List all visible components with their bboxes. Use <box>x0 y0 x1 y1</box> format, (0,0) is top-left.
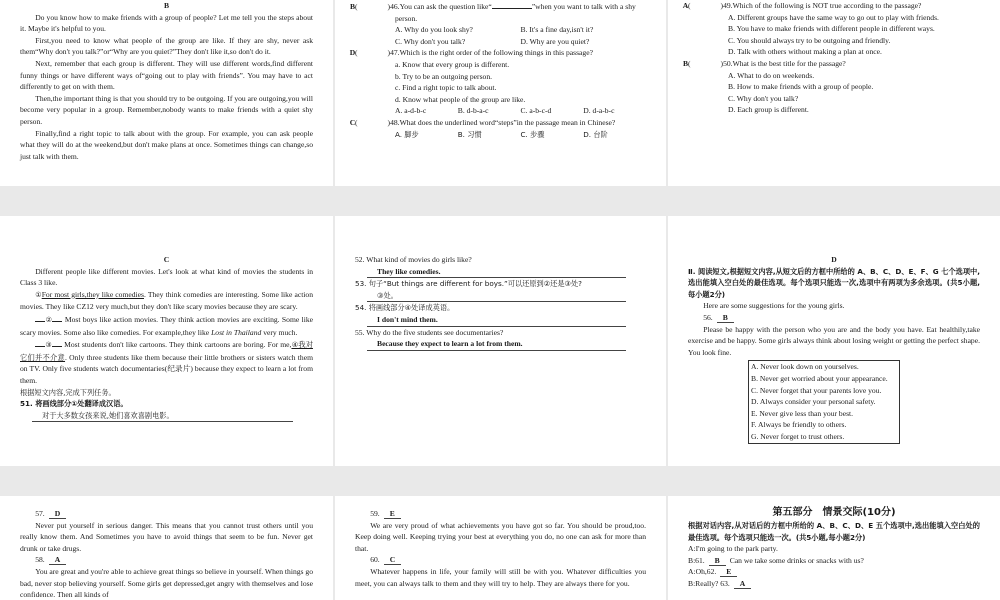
option-g: G. Never forget to trust others. <box>751 431 845 441</box>
options-46-row-2: C. Why don't you talk? D. Why are you quiet? <box>395 36 590 46</box>
questions-49-50-panel: (A )49.Which of the following is NOT true according to the passage? A. Different groups have the same way to go out to play with friends. B. You have to make friends with different people in different ways. C. You should always try to be outgoing and friendly. D. Talk with others without making a plan at once. (B )50.What is the best title for the passage? A. What to do on weekends. B. How to make friends with a group of people. C. Why don't you talk? D. Each group is different. <box>668 0 1000 186</box>
question-59: 59. E <box>355 508 646 520</box>
question-60: 60. C <box>355 554 646 566</box>
questions-52-55-panel <box>335 216 666 466</box>
option-d: D. Always consider your personal safety. <box>751 397 876 407</box>
passage-c-para-3: ③ Most students don't like cartoons. They think cartoons are boring. For me,④我对它们并不介意. Only three students like them because their little brothers or sisters watch them on TV. Only five students watch documentaries(纪录片) because they expect to learn a lot from them. <box>20 340 313 385</box>
passage-c-title: C <box>163 255 170 264</box>
question-57: 57. D <box>20 508 313 520</box>
passage-b-panel <box>0 0 333 186</box>
answer-61: B <box>709 556 726 566</box>
answer-58: A <box>49 555 66 565</box>
passage-d-instruction: Ⅱ. 阅读短文,根据短文内容,从短文后的方框中所给的 A、B、C、D、E、F、G 七个选项中,选出能填入空白处的最佳选项。每个选项只能选一次,选项中有两项为多余选项。(共5小题,每小题2分) <box>688 266 980 299</box>
answer-53: ③处。 <box>367 290 626 303</box>
answer-59: E <box>384 509 401 519</box>
answer-49: A <box>682 1 689 10</box>
section-five-instruction: 根据对话内容,从对话后的方框中所给的 A、B、C、D、E 五个选项中,选出能填入空白处的最佳选项。每个选项只能选一次。(共5小题,每小题2分) <box>688 521 980 542</box>
question-50: (B )50.What is the best title for the passage? <box>682 58 846 68</box>
passage-d-cont-1-panel <box>0 496 333 600</box>
dialogue-line-3: A:Oh,62. E <box>688 566 980 578</box>
passage-d-title: D <box>831 255 837 264</box>
answer-63: A <box>734 579 751 589</box>
passage-d-para-60: Whatever happens in life, your family will still be with you. Whatever difficulties you meet, you can always talk to them and they will try to help. They are always there for you. <box>355 566 646 588</box>
question-54: 54. 将画线部分④处译成英语。 <box>355 303 455 313</box>
blank-46 <box>492 0 532 9</box>
passage-b-para-3: Next, remember that each group is different. They will use different words,find different funny things or have different ways of“going out to play with friends”. You may have to act differently to get on with them. <box>20 58 313 92</box>
dialogue-line-2: B:61. B Can we take some drinks or snacks with us? <box>688 555 864 565</box>
passage-d-intro: Here are some suggestions for the young girls. <box>703 301 845 311</box>
passage-b-title: B <box>163 1 170 10</box>
option-c: C. Never forget that your parents love you. <box>751 385 882 395</box>
passage-c-para-1: ①For most girls,they like comedies. They think comedies are interesting. Some like action movies. They like CZ12 very much,but they don't like scary movies because they are scary. <box>20 289 314 312</box>
answer-47: D <box>349 48 356 58</box>
questions-46-48-panel: (B )46.You can ask the question like“ ”when you want to talk with a shy person. A. Why do you look shy? B. It's a fine day,isn't it? C. Why don't you talk? D. Why are you quiet? (D )47.Which is the right order of the following things in this passage? a. Know that every group is different. b. Try to be an outgoing person. c. Find a right topic to talk about. d. Know what people of the group are like. A. a-d-b-c B. d-b-a-c C. a-b-c-d D. d-a-b-c (C )48.What does the underlined word“steps”in the passage mean in Chinese? A. 脚步 B. 习惯 C. 步骤 D. 台阶 <box>335 0 666 186</box>
options-46-row-1: A. Why do you look shy? B. It's a fine day,isn't it? <box>395 25 594 35</box>
option-f: F. Always be friendly to others. <box>751 420 847 430</box>
passage-b-para-1: Do you know how to make friends with a group of people? Let me tell you the steps about it. Maybe it's helpful to you. <box>20 12 313 34</box>
passage-c-instruction: 根据短文内容,完成下列任务。 <box>20 387 116 397</box>
answer-52: They like comedies. <box>367 266 626 279</box>
passage-b-para-2: First,you need to know what people of the group are like. If they are shy, never ask them“Why don't you talk?”or“Why are you quiet?”They don't like it,so don't do it. <box>20 35 313 57</box>
question-51: 51. 将画线部分①处翻译成汉语。 <box>20 399 128 409</box>
passage-b-para-5: Finally,find a right topic to talk about with the group. For example, you can ask people what they will do at the weekend,but don't make plans at once. Sometimes things can change,so just talk with them. <box>20 128 313 161</box>
passage-b-para-4: Then,the important thing is that you should try to be outgoing. If you are outgoing,you will become very popular in a group. Remember,nobody wants to make friends with a quiet shy person. <box>20 93 313 126</box>
options-box <box>748 360 900 443</box>
question-53: 53. 句子“But things are different for boys.”可以还原到②还是③处? <box>355 279 582 289</box>
dialogue-section-panel <box>668 496 1000 600</box>
section-five-title: 第五部分 情景交际(10分) <box>772 507 896 518</box>
answer-60: C <box>384 555 401 565</box>
question-58: 58. A <box>20 554 313 566</box>
answer-51: 对于大多数女孩来说,她们喜欢喜剧电影。 <box>32 410 293 423</box>
passage-d-panel <box>668 216 1000 466</box>
answer-55: Because they expect to learn a lot from them. <box>367 338 626 351</box>
passage-d-para-56: Please be happy with the person who you are and the body you have. Eat healthily,take exercise and be happy. Some girls always think about losing weight or getting the perfect shape. You look fine. <box>688 324 980 357</box>
answer-62: E <box>720 567 737 577</box>
question-56: 56. B <box>688 312 980 324</box>
passage-c-panel <box>0 216 333 466</box>
dialogue-line-4: B:Really? 63. A <box>688 578 980 590</box>
options-47: A. a-d-b-c B. d-b-a-c C. a-b-c-d D. d-a-b-c <box>395 106 615 116</box>
passage-d-cont-2-panel <box>335 496 666 600</box>
option-a: A. Never look down on yourselves. <box>751 362 859 372</box>
answer-50: B <box>682 58 689 68</box>
passage-d-para-59: We are very proud of what achievements you have got so far. You should be proud,too. Keep doing well. Keeping trying your best at everything you do, no one can ask for more than that. <box>355 520 646 553</box>
question-55: 55. Why do the five students see documentaries? <box>355 327 504 337</box>
answer-56: B <box>717 313 734 323</box>
question-47: (D )47.Which is the right order of the following things in this passage? <box>349 48 593 58</box>
passage-c-para-2: ② Most boys like action movies. They think action movies are exciting. Some like scary movies. Some also like comedies. For example,they like Lost in Thailand very much. <box>20 314 313 337</box>
answer-46: B <box>349 2 356 11</box>
question-52: 52. What kind of movies do girls like? <box>355 255 472 264</box>
question-46: (B )46.You can ask the question like“ ”when you want to talk with a shy person. <box>349 2 636 23</box>
passage-d-para-58: You are great and you're able to achieve great things so believe in yourself. When things go bad, never stop believing yourself. Some girls get depressed,get angry with themselves and lose confidence. Then all kinds of <box>20 566 313 600</box>
passage-c-intro: Different people like different movies. Let's look at what kind of movies the students in Class 3 like. <box>20 266 313 288</box>
answer-48: C <box>349 117 356 127</box>
option-b: B. Never get worried about your appearance. <box>751 373 888 383</box>
option-e: E. Never give less than your best. <box>751 408 854 418</box>
question-49: (A )49.Which of the following is NOT true according to the passage? <box>682 1 922 10</box>
dialogue-line-1: A:I'm going to the park party. <box>688 544 778 554</box>
answer-54: I don't mind them. <box>367 314 626 327</box>
options-48: A. 脚步 B. 习惯 C. 步骤 D. 台阶 <box>395 129 608 139</box>
question-48: (C )48.What does the underlined word“steps”in the passage mean in Chinese? <box>349 117 616 127</box>
passage-d-para-57: Never put yourself in serious danger. This means that you cannot trust others until you really know them. And Sometimes you have to avoid things that seem to be fun. Never get drunk or take drugs. <box>20 520 313 553</box>
answer-57: D <box>49 509 66 519</box>
